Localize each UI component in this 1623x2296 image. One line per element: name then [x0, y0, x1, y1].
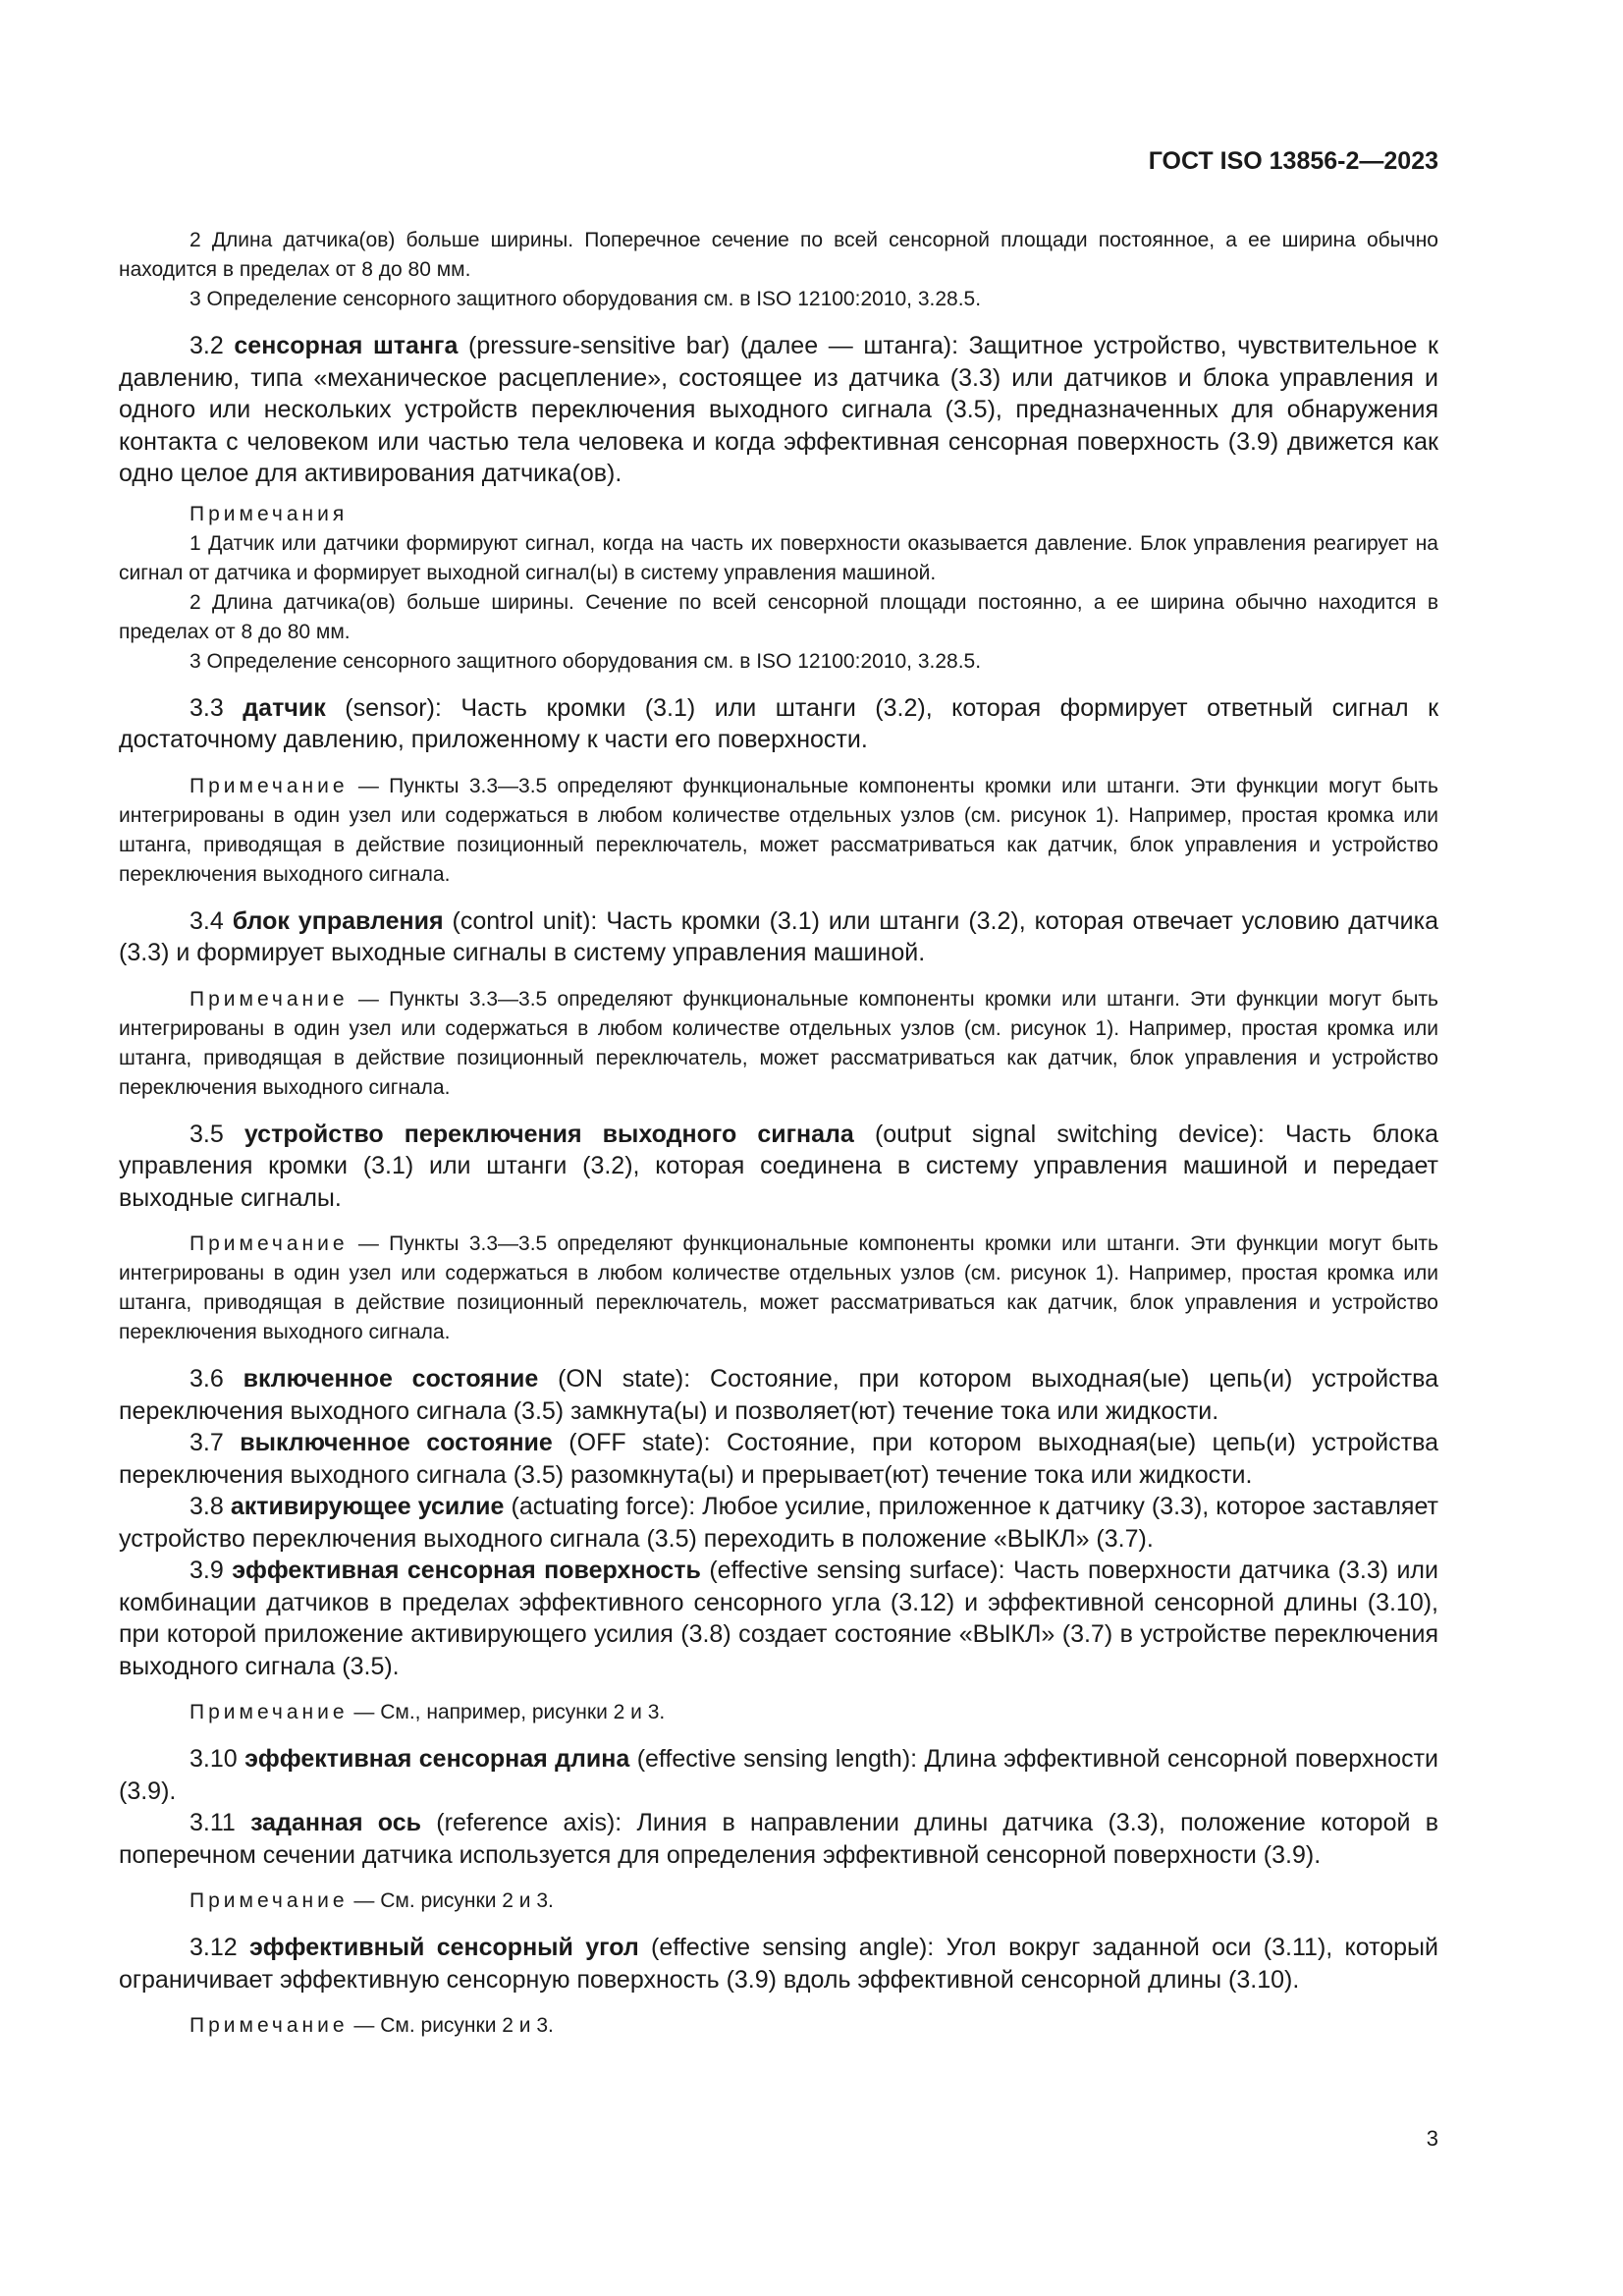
definition-3-7: [119, 1427, 1438, 1491]
notes-heading: Примечания: [189, 502, 349, 525]
page-body: [119, 226, 1438, 2041]
note-text: — Пункты 3.3—3.5 определяют функциональные компоненты кромки или штанги. Эти функции могут быть интегрированы в один узел или содержаться в любом количестве отдельных узлов (см. рисунок 1). Например, простая кромка или штанга, приводящая в действие позиционный переключатель, может рассматриваться как датчик, блок управления и устройство переключения выходного сигнала.: [119, 1232, 1438, 1343]
definition-3-8: [119, 1491, 1438, 1555]
definition-text: (sensor): Часть кромки (3.1) или штанги (3.2), которая формирует ответный сигнал к достаточному давлению, приложенному к части его поверхности.: [119, 693, 1439, 753]
definition-3-9: [119, 1555, 1438, 1682]
definition-number: 3.12: [189, 1934, 238, 1961]
note-label: Примечание: [189, 1889, 349, 1912]
definition-term: включенное состояние: [243, 1365, 539, 1393]
definition-text: (ON state): Состояние, при котором выходная(ые) цепь(и) устройства переключения выходного сигнала (3.5) замкнута(ы) и позволяет(ют) течение тока или жидкости.: [119, 1365, 1438, 1425]
page-number: 3: [1426, 2126, 1438, 2151]
note-paragraph: 3 Определение сенсорного защитного оборудования см. в ISO 12100:2010, 3.28.5.: [189, 649, 982, 673]
definition-term: датчик: [243, 693, 326, 722]
note-label: Примечание: [189, 987, 349, 1011]
definition-number: 3.6: [189, 1365, 224, 1393]
note-paragraph: [119, 985, 1438, 1103]
definition-term: активирующее усилие: [230, 1493, 505, 1520]
definition-3-5: [119, 1119, 1438, 1215]
note-text: — См. рисунки 2 и 3.: [353, 1889, 554, 1912]
definition-number: 3.5: [189, 1120, 224, 1148]
note-label: Примечание: [189, 774, 349, 797]
definition-3-10: [119, 1743, 1438, 1807]
note-text: — См., например, рисунки 2 и 3.: [353, 1701, 666, 1723]
definition-term: сенсорная штанга: [234, 332, 459, 359]
definition-text: (effective sensing angle): Угол вокруг заданной оси (3.11), который ограничивает эффективную сенсорную поверхность (3.9) вдоль эффективной сенсорной длины (3.10).: [119, 1934, 1438, 1994]
note-paragraph: [119, 1230, 1438, 1347]
note-label: Примечание: [189, 1232, 349, 1255]
definition-number: 3.7: [189, 1429, 224, 1456]
note-label: Примечание: [189, 1701, 349, 1723]
note-paragraph: 3 Определение сенсорного защитного оборудования см. в ISO 12100:2010, 3.28.5.: [189, 288, 982, 310]
definition-text: (reference axis): Линия в направлении длины датчика (3.3), положение которой в поперечном сечении датчика используется для определения эффективной сенсорной поверхности (3.9).: [119, 1809, 1438, 1869]
definition-3-2: [119, 330, 1438, 490]
definition-number: 3.4: [189, 906, 224, 935]
definition-term: выключенное состояние: [240, 1429, 553, 1456]
definition-number: 3.9: [189, 1557, 224, 1584]
note-paragraph: [119, 2011, 1438, 2041]
note-paragraph: [119, 772, 1438, 890]
definition-3-12: [119, 1932, 1438, 1995]
definition-text: (actuating force): Любое усилие, приложенное к датчику (3.3), которое заставляет устройство переключения выходного сигнала (3.5) переходить в положение «ВЫКЛ» (3.7).: [119, 1493, 1438, 1553]
definition-term: заданная ось: [250, 1809, 422, 1836]
definition-3-3: [119, 692, 1438, 756]
definition-3-11: [119, 1807, 1438, 1871]
note-text: — Пункты 3.3—3.5 определяют функциональные компоненты кромки или штанги. Эти функции могут быть интегрированы в один узел или содержаться в любом количестве отдельных узлов (см. рисунок 1). Например, простая кромка или штанга, приводящая в действие позиционный переключатель, может рассматриваться как датчик, блок управления и устройство переключения выходного сигнала.: [119, 774, 1438, 886]
definition-number: 3.10: [189, 1745, 238, 1773]
definition-text: (pressure-sensitive bar) (далее — штанга): Защитное устройство, чувствительное к давлению, типа «механическое расцепление», состоящее из датчика (3.3) или датчиков и блока управления и одного или нескольких устройств переключения выходного сигнала (3.5), предназначенных для обнаружения контакта с человеком или частью тела человека и когда эффективная сенсорная поверхность (3.9) движется как одно целое для активирования датчика(ов).: [119, 332, 1438, 487]
definition-3-6: [119, 1363, 1438, 1427]
definition-term: эффективная сенсорная поверхность: [232, 1557, 701, 1584]
note-label: Примечание: [189, 2014, 349, 2037]
definition-number: 3.2: [189, 332, 224, 359]
definition-text: (effective sensing surface): Часть поверхности датчика (3.3) или комбинации датчиков в пределах эффективного сенсорного угла (3.12) и эффективной сенсорной длины (3.10), при которой приложение активирующего усилия (3.8) создает состояние «ВЫКЛ» (3.7) в устройстве переключения выходного сигнала (3.5).: [119, 1557, 1438, 1680]
note-paragraph: [119, 1886, 1438, 1916]
definition-text: (OFF state): Состояние, при котором выходная(ые) цепь(и) устройства переключения выходного сигнала (3.5) разомкнута(ы) и прерывает(ют) течение тока или жидкости.: [119, 1429, 1439, 1489]
definition-term: эффективная сенсорная длина: [244, 1745, 630, 1773]
definition-text: (control unit): Часть кромки (3.1) или штанги (3.2), которая отвечает условию датчика (3.3) и формирует выходные сигналы в систему управления машиной.: [119, 906, 1439, 966]
definition-term: эффективный сенсорный угол: [248, 1934, 639, 1961]
definition-term: блок управления: [232, 906, 444, 935]
document-header: ГОСТ ISO 13856-2—2023: [1148, 147, 1438, 175]
definition-text: (effective sensing length): Длина эффективной сенсорной поверхности (3.9).: [119, 1745, 1438, 1805]
definition-number: 3.8: [189, 1493, 224, 1520]
definition-3-4: [119, 905, 1438, 969]
note-paragraph: [119, 1698, 1438, 1727]
definition-text: (output signal switching device): Часть блока управления кромки (3.1) или штанги (3.2), которая соединена в систему управления машиной и передает выходные сигналы.: [119, 1120, 1438, 1212]
note-paragraph: 2 Длина датчика(ов) больше ширины. Сечение по всей сенсорной площади постоянно, а ее ширина обычно находится в пределах от 8 до 80 мм.: [119, 590, 1438, 643]
note-paragraph: 1 Датчик или датчики формируют сигнал, когда на часть их поверхности оказывается давление. Блок управления реагирует на сигнал от датчика и формирует выходной сигнал(ы) в систему управления машиной.: [119, 531, 1438, 584]
definition-term: устройство переключения выходного сигнала: [243, 1120, 854, 1148]
note-text: — Пункты 3.3—3.5 определяют функциональные компоненты кромки или штанги. Эти функции могут быть интегрированы в один узел или содержаться в любом количестве отдельных узлов (см. рисунок 1). Например, простая кромка или штанга, приводящая в действие позиционный переключатель, может рассматриваться как датчик, блок управления и устройство переключения выходного сигнала.: [119, 987, 1438, 1099]
note-paragraph: 2 Длина датчика(ов) больше ширины. Поперечное сечение по всей сенсорной площади постоянное, а ее ширина обычно находится в пределах от 8 до 80 мм.: [119, 229, 1438, 281]
definition-number: 3.3: [189, 693, 224, 722]
note-text: — См. рисунки 2 и 3.: [353, 2014, 554, 2037]
definition-number: 3.11: [189, 1809, 236, 1836]
